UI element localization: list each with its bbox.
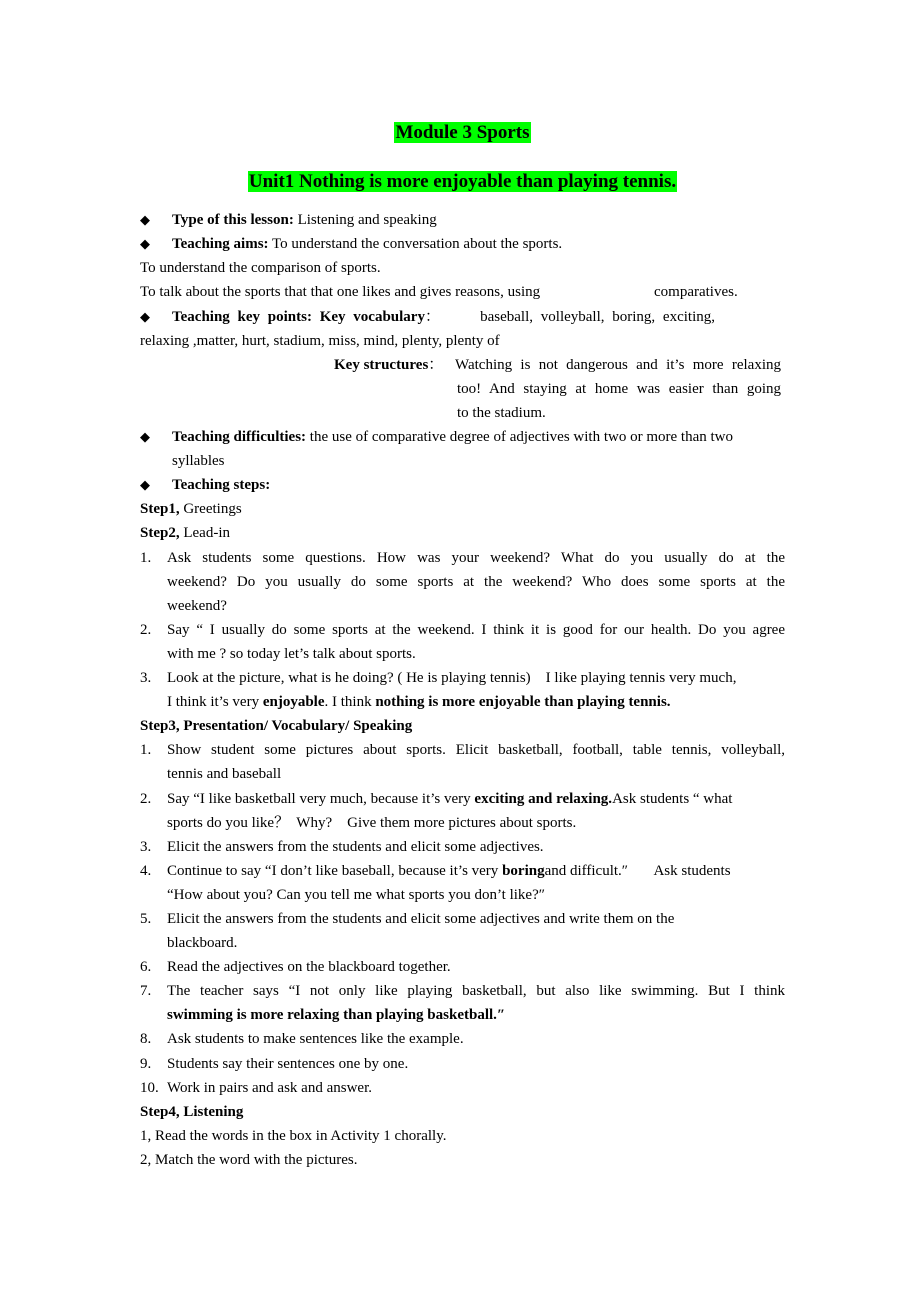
step4-line	[140, 1100, 785, 1124]
lesson-type-label: Type of this lesson:	[172, 212, 294, 228]
step3-label: Step3, Presentation/ Vocabulary/ Speaking	[140, 718, 413, 734]
step2-label: Step2,	[140, 525, 180, 541]
aims-line-3	[140, 280, 785, 304]
aims-line-3-b: comparatives.	[654, 284, 738, 300]
step1-label: Step1,	[140, 501, 180, 517]
key-points-label: Teaching key points: Key vocabulary	[172, 309, 425, 325]
difficulties-value: the use of comparative degree of adjectives with two or more than two	[306, 429, 733, 445]
step4-label: Step4, Listening	[140, 1104, 244, 1120]
title-block	[140, 122, 785, 144]
page-title: Module 3 Sports	[395, 122, 530, 143]
step2-line: Step2, Lead-in	[140, 525, 230, 541]
diamond-bullet-icon: ◆	[140, 429, 150, 444]
step4-item-2: 2, Match the word with the pictures.	[140, 1152, 358, 1168]
subtitle-block	[140, 171, 785, 193]
key-vocab-1: baseball, volleyball, boring, exciting,	[480, 309, 715, 325]
aims-line-3-a: To talk about the sports that that one likes and gives reasons, using	[140, 284, 541, 300]
diamond-bullet-icon: ◆	[140, 477, 150, 492]
aims-label: Teaching aims:	[172, 236, 269, 252]
aims-line-2: To understand the comparison of sports.	[140, 260, 381, 276]
difficulties-label: Teaching difficulties:	[172, 429, 307, 445]
lesson-type-value: Listening and speaking	[293, 212, 437, 228]
diamond-bullet-icon: ◆	[140, 212, 150, 227]
page-subtitle: Unit1 Nothing is more enjoyable than playing tennis.	[248, 171, 677, 192]
step1-line: Step1, Greetings	[140, 501, 242, 517]
step4-item-1: 1, Read the words in the box in Activity 1 chorally.	[140, 1128, 447, 1144]
diamond-bullet-icon: ◆	[140, 236, 150, 251]
structures-line-1-text: Watching is not dangerous and it’s more relaxing	[455, 357, 781, 373]
steps-label: Teaching steps:	[172, 477, 271, 493]
aims-value: To understand the conversation about the sports.	[268, 236, 563, 252]
diamond-bullet-icon: ◆	[140, 309, 150, 324]
key-vocab-2: relaxing ,matter, hurt, stadium, miss, mind, plenty, plenty of	[140, 333, 500, 349]
structures-label: Key structures	[334, 357, 429, 373]
step3-line	[140, 714, 785, 738]
